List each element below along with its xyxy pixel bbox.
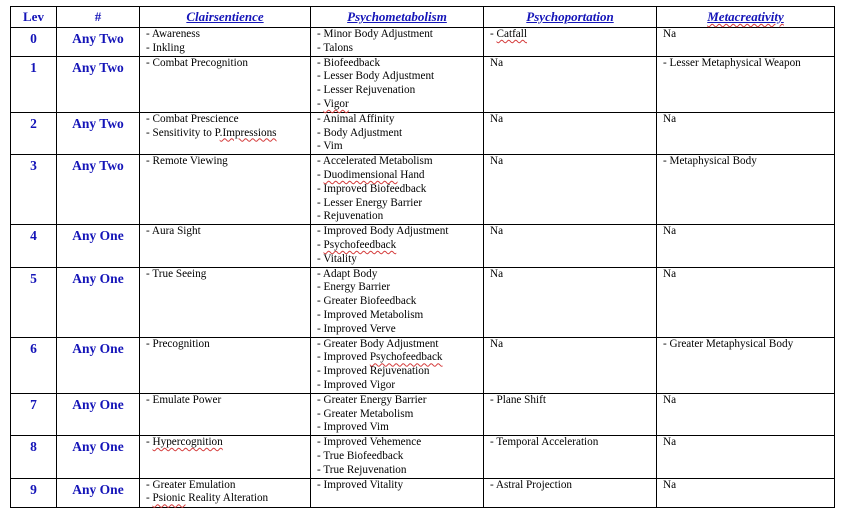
power-entry: - Temporal Acceleration — [490, 436, 599, 449]
psycho-cell — [311, 225, 484, 267]
power-entry: - True Seeing — [146, 267, 207, 280]
power-entry: - Improved Psychofeedback — [317, 351, 443, 364]
power-entry: Na — [663, 225, 677, 238]
power-entry: - Accelerated Metabolism — [317, 155, 433, 168]
clair-cell — [140, 56, 311, 112]
meta-cell — [657, 267, 835, 337]
level-cell: 5 — [11, 267, 57, 337]
power-entry: - Animal Affinity — [317, 112, 395, 125]
psycho-cell — [311, 393, 484, 435]
power-entry: - Body Adjustment — [317, 126, 403, 139]
clair-cell — [140, 478, 311, 507]
power-entry: - Lesser Metaphysical Weapon — [663, 56, 801, 69]
power-entry: - Remote Viewing — [146, 155, 228, 168]
table-row — [11, 436, 835, 478]
power-entry: - Biofeedback — [317, 56, 381, 69]
power-entry: Na — [663, 478, 677, 491]
port-cell — [484, 28, 657, 57]
power-entry: - True Biofeedback — [317, 449, 404, 462]
power-entry: - Improved Biofeedback — [317, 182, 427, 195]
power-entry: - Talons — [317, 41, 353, 54]
powers-table — [10, 6, 835, 508]
power-entry: - Minor Body Adjustment — [317, 28, 433, 40]
clair-cell — [140, 393, 311, 435]
table-row — [11, 337, 835, 393]
clair-cell — [140, 28, 311, 57]
power-entry: Na — [663, 267, 677, 280]
power-entry: - Vim — [317, 140, 343, 153]
count-cell: Any Two — [57, 28, 140, 57]
level-cell: 3 — [11, 155, 57, 225]
power-entry: - Lesser Energy Barrier — [317, 196, 423, 209]
meta-cell — [657, 225, 835, 267]
power-entry: - Improved Vim — [317, 421, 389, 434]
level-cell: 1 — [11, 56, 57, 112]
header-row — [11, 7, 835, 28]
power-entry: - Psychofeedback — [317, 238, 397, 251]
header-lev: Lev — [11, 7, 57, 28]
level-cell: 2 — [11, 112, 57, 154]
power-entry: - Lesser Rejuvenation — [317, 84, 416, 97]
meta-cell — [657, 436, 835, 478]
port-cell — [484, 393, 657, 435]
table-row — [11, 112, 835, 154]
meta-cell — [657, 155, 835, 225]
header-count: # — [57, 7, 140, 28]
power-entry: - Vitality — [317, 252, 357, 265]
clair-cell — [140, 436, 311, 478]
port-cell — [484, 337, 657, 393]
port-cell — [484, 267, 657, 337]
psycho-cell — [311, 28, 484, 57]
power-entry: - Inkling — [146, 41, 185, 54]
count-cell: Any Two — [57, 155, 140, 225]
psycho-cell — [311, 155, 484, 225]
psycho-cell — [311, 56, 484, 112]
level-cell: 7 — [11, 393, 57, 435]
power-entry: - Astral Projection — [490, 478, 573, 491]
meta-cell — [657, 28, 835, 57]
power-entry: - Awareness — [146, 28, 200, 40]
power-entry: Na — [490, 112, 504, 125]
power-entry: Na — [490, 267, 504, 280]
power-entry: - Greater Metaphysical Body — [663, 337, 794, 350]
clair-cell — [140, 155, 311, 225]
table-row — [11, 155, 835, 225]
clair-cell — [140, 337, 311, 393]
psycho-cell — [311, 478, 484, 507]
header-psychoportation: Psychoportation — [484, 7, 657, 28]
power-entry: Na — [663, 436, 677, 449]
count-cell: Any Two — [57, 112, 140, 154]
power-entry: - Greater Biofeedback — [317, 295, 417, 308]
clair-cell — [140, 267, 311, 337]
power-entry: - Psionic Reality Alteration — [146, 492, 269, 505]
power-entry: Na — [663, 393, 677, 406]
port-cell — [484, 478, 657, 507]
header-clairsentience: Clairsentience — [140, 7, 311, 28]
power-entry: - Improved Verve — [317, 322, 396, 335]
power-entry: - Vigor — [317, 97, 349, 110]
meta-cell — [657, 337, 835, 393]
table-row — [11, 478, 835, 507]
power-entry: - Improved Body Adjustment — [317, 225, 449, 238]
count-cell: Any One — [57, 436, 140, 478]
header-psychometabolism: Psychometabolism — [311, 7, 484, 28]
psycho-cell — [311, 337, 484, 393]
power-entry: - Plane Shift — [490, 393, 546, 406]
power-entry: - Energy Barrier — [317, 281, 391, 294]
power-entry: - Improved Rejuvenation — [317, 365, 430, 378]
power-entry: - Hypercognition — [146, 436, 223, 449]
count-cell: Any One — [57, 225, 140, 267]
meta-cell — [657, 112, 835, 154]
power-entry: - Combat Precognition — [146, 56, 248, 69]
power-entry: - Greater Body Adjustment — [317, 337, 439, 350]
power-entry: - Greater Energy Barrier — [317, 393, 427, 406]
psycho-cell — [311, 112, 484, 154]
power-entry: - Emulate Power — [146, 393, 222, 406]
port-cell — [484, 56, 657, 112]
port-cell — [484, 155, 657, 225]
count-cell: Any One — [57, 267, 140, 337]
psycho-cell — [311, 436, 484, 478]
table-row — [11, 393, 835, 435]
header-metacreativity-text: Metacreativity — [707, 9, 784, 24]
power-entry: - Greater Emulation — [146, 478, 236, 491]
power-entry: - Improved Vigor — [317, 378, 396, 391]
port-cell — [484, 112, 657, 154]
power-entry: - Improved Vitality — [317, 478, 404, 491]
power-entry: Na — [490, 155, 504, 168]
count-cell: Any Two — [57, 56, 140, 112]
power-entry: Na — [663, 28, 677, 40]
power-entry: - Aura Sight — [146, 225, 201, 238]
power-entry: - Precognition — [146, 337, 210, 350]
power-entry: - Improved Metabolism — [317, 308, 424, 321]
power-entry: Na — [663, 112, 677, 125]
meta-cell — [657, 478, 835, 507]
level-cell: 6 — [11, 337, 57, 393]
table-row — [11, 267, 835, 337]
power-entry: - Metaphysical Body — [663, 155, 757, 168]
table-row — [11, 225, 835, 267]
power-entry: - Improved Vehemence — [317, 436, 422, 449]
meta-cell — [657, 56, 835, 112]
psycho-cell — [311, 267, 484, 337]
header-metacreativity — [657, 7, 835, 28]
power-entry: - Catfall — [490, 28, 527, 40]
power-entry: - Adapt Body — [317, 267, 378, 280]
level-cell: 9 — [11, 478, 57, 507]
meta-cell — [657, 393, 835, 435]
power-entry: - Sensitivity to P.Impressions — [146, 126, 277, 139]
port-cell — [484, 225, 657, 267]
power-entry: - Rejuvenation — [317, 210, 384, 223]
level-cell: 0 — [11, 28, 57, 57]
power-entry: - Lesser Body Adjustment — [317, 70, 435, 83]
level-cell: 4 — [11, 225, 57, 267]
power-entry: - Combat Prescience — [146, 112, 239, 125]
table-row — [11, 28, 835, 57]
level-cell: 8 — [11, 436, 57, 478]
power-entry: Na — [490, 56, 504, 69]
power-entry: - Duodimensional Hand — [317, 168, 425, 181]
power-entry: - Greater Metabolism — [317, 407, 414, 420]
count-cell: Any One — [57, 393, 140, 435]
table-row — [11, 56, 835, 112]
port-cell — [484, 436, 657, 478]
clair-cell — [140, 225, 311, 267]
count-cell: Any One — [57, 478, 140, 507]
count-cell: Any One — [57, 337, 140, 393]
clair-cell — [140, 112, 311, 154]
power-entry: Na — [490, 337, 504, 350]
power-entry: - True Rejuvenation — [317, 463, 407, 476]
power-entry: Na — [490, 225, 504, 238]
